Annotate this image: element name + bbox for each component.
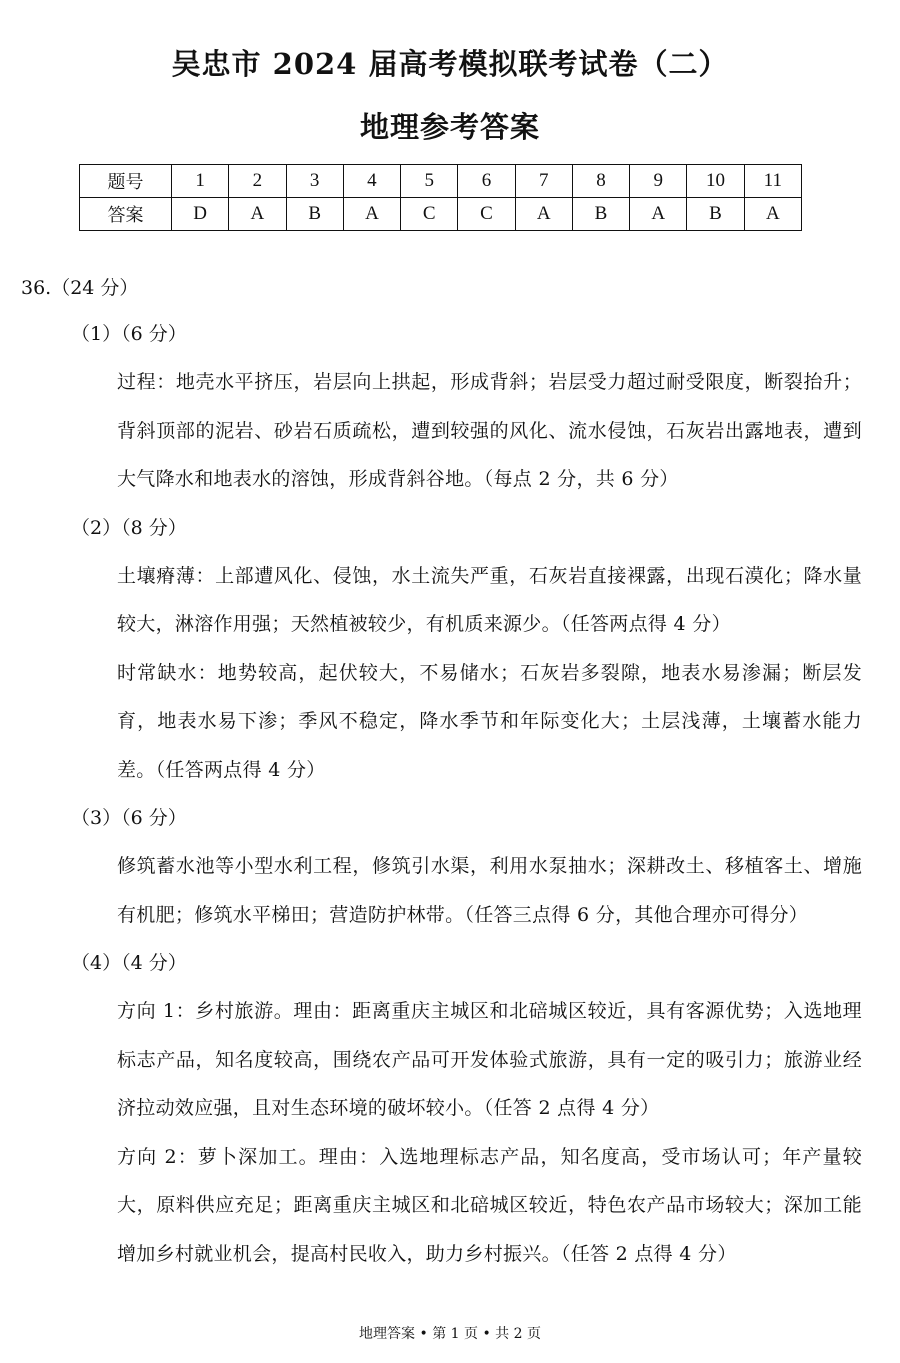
answer-cell: A xyxy=(343,198,400,231)
part-2-heading: （2）（8 分） xyxy=(71,516,187,539)
question-number-cell: 3 xyxy=(286,165,343,198)
question-number-cell: 4 xyxy=(343,165,400,198)
question-number-header: 题号 xyxy=(80,165,172,198)
question-36-heading: 36.（24 分） xyxy=(21,277,139,299)
answer-header: 答案 xyxy=(80,198,172,231)
part-2-answer-soil: 土壤瘠薄：上部遭风化、侵蚀，水土流失严重，石灰岩直接裸露，出现石漠化；降水量较大，淋溶作用强；天然植被较少，有机质来源少。（任答两点得 4 分） xyxy=(117,564,862,635)
answer-cell: D xyxy=(172,198,229,231)
question-number-cell: 5 xyxy=(401,165,458,198)
part-4-answer-direction-2: 方向 2：萝卜深加工。理由：入选地理标志产品，知名度高，受市场认可；年产量较大，原料供应充足；距离重庆主城区和北碚城区较近，特色农产品市场较大；深加工能增加乡村就业机会，提高村民收入，助力乡村振兴。（任答 2 点得 4 分） xyxy=(117,1145,862,1265)
answer-cell: C xyxy=(458,198,515,231)
answer-cell: A xyxy=(229,198,286,231)
part-4-answer-direction-1: 方向 1：乡村旅游。理由：距离重庆主城区和北碚城区较近，具有客源优势；入选地理标志产品，知名度较高，围绕农产品可开发体验式旅游，具有一定的吸引力；旅游业经济拉动效应强，且对生态环境的破坏较小。（任答 2 点得 4 分） xyxy=(117,1000,862,1119)
part-1-answer: 过程：地壳水平挤压，岩层向上拱起，形成背斜；岩层受力超过耐受限度，断裂抬升；背斜顶部的泥岩、砂岩石质疏松，遭到较强的风化、流水侵蚀，石灰岩出露地表，遭到大气降水和地表水的溶蚀，形成背斜谷地。（每点 2 分，共 6 分） xyxy=(117,371,862,490)
question-number-cell: 2 xyxy=(229,165,286,198)
answer-cell: B xyxy=(687,198,744,231)
answer-cell: A xyxy=(630,198,687,231)
part-1-heading: （1）（6 分） xyxy=(71,323,187,345)
question-36-section xyxy=(0,266,900,1278)
question-number-cell: 6 xyxy=(458,165,515,198)
answer-key-subtitle: 地理参考答案 xyxy=(359,110,540,144)
question-number-row xyxy=(80,165,802,198)
answer-cell: A xyxy=(744,198,801,231)
question-number-cell: 9 xyxy=(630,165,687,198)
exam-title: 吴忠市 2024 届高考模拟联考试卷（二） xyxy=(171,47,729,81)
question-number-cell: 7 xyxy=(515,165,572,198)
answer-cell: B xyxy=(286,198,343,231)
question-number-cell: 10 xyxy=(687,165,744,198)
part-3-heading: （3）（6 分） xyxy=(71,807,187,829)
part-3-answer: 修筑蓄水池等小型水利工程，修筑引水渠，利用水泵抽水；深耕改土、移植客土、增施有机肥；修筑水平梯田；营造防护林带。（任答三点得 6 分，其他合理亦可得分） xyxy=(117,855,862,926)
page-footer: 地理答案 • 第 1 页 • 共 2 页 xyxy=(359,1326,541,1342)
answer-cell: B xyxy=(572,198,629,231)
answer-cell: A xyxy=(515,198,572,231)
question-number-cell: 1 xyxy=(172,165,229,198)
answer-table xyxy=(79,164,802,231)
part-2-answer-water: 时常缺水：地势较高，起伏较大，不易储水；石灰岩多裂隙，地表水易渗漏；断层发育，地表水易下渗；季风不稳定，降水季节和年际变化大；土层浅薄，土壤蓄水能力差。（任答两点得 4 分） xyxy=(117,661,862,781)
answer-cell: C xyxy=(401,198,458,231)
question-number-cell: 11 xyxy=(744,165,801,198)
question-number-cell: 8 xyxy=(572,165,629,198)
part-4-heading: （4）（4 分） xyxy=(71,952,187,974)
answer-row xyxy=(80,198,802,231)
